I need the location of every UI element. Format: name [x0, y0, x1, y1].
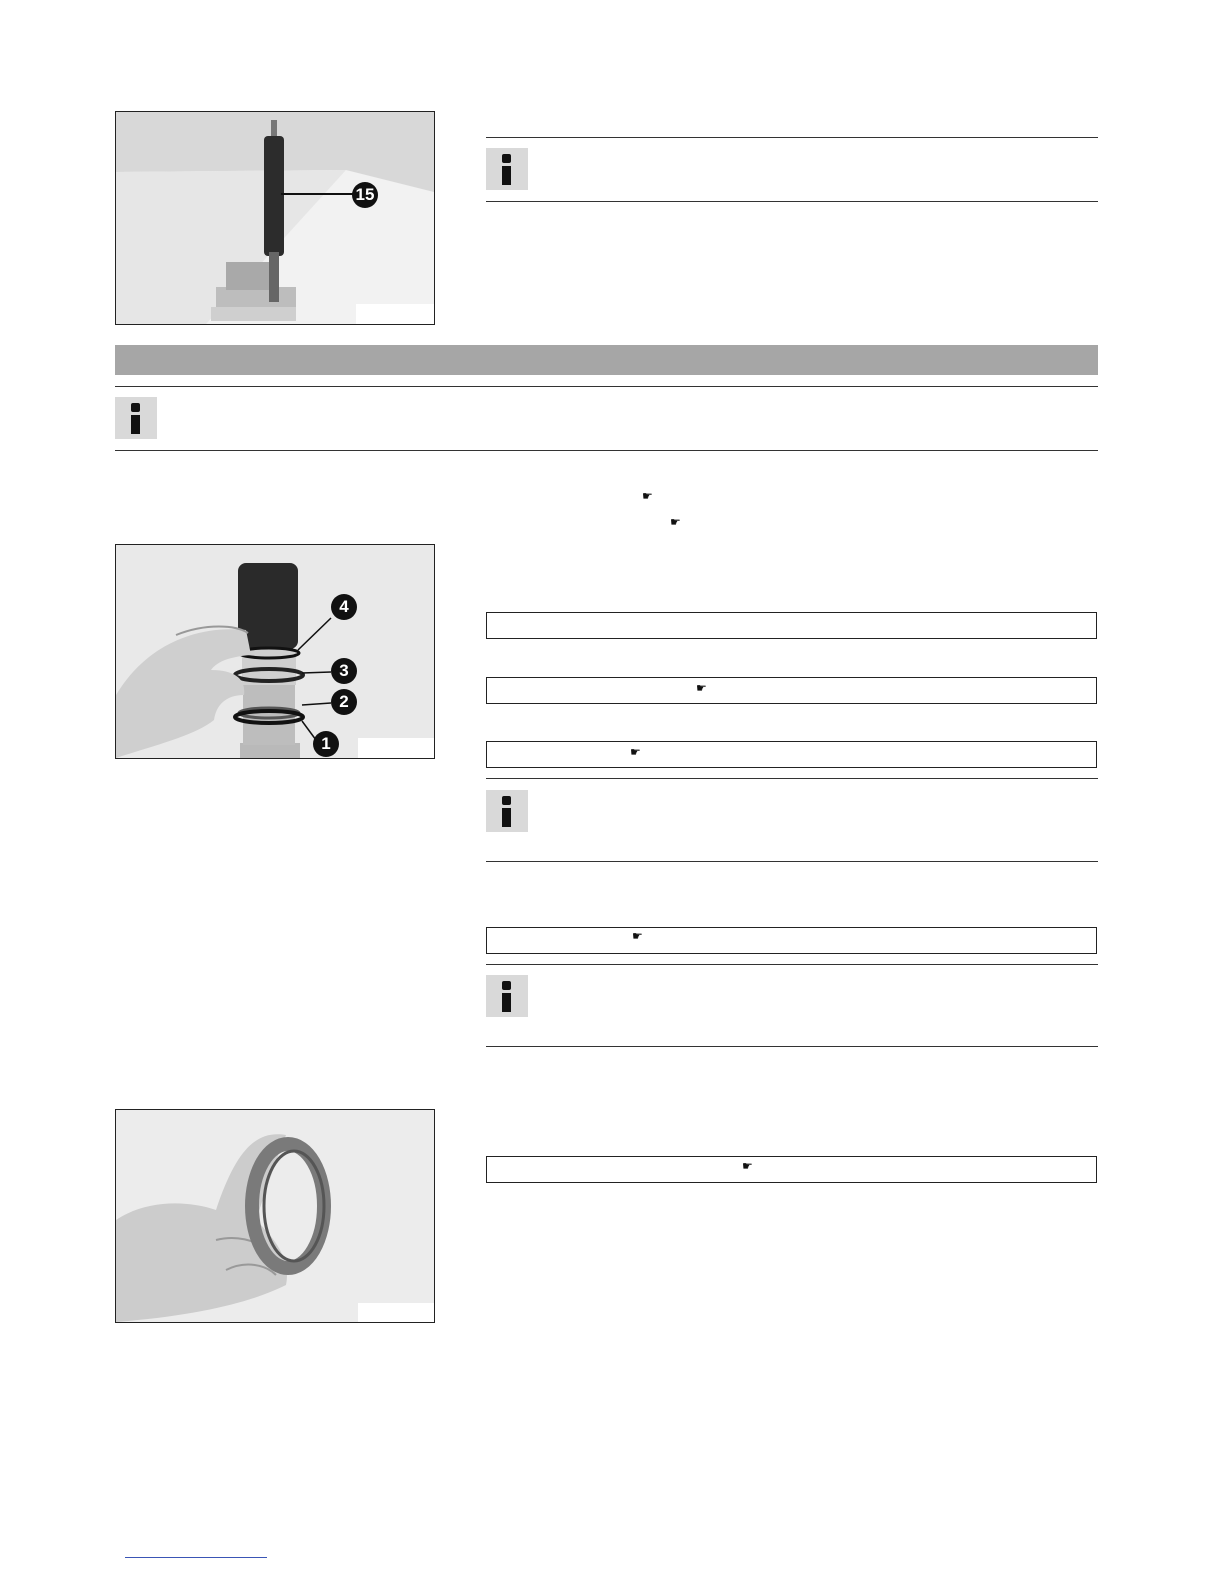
note-rule-top — [486, 964, 1098, 965]
section-note-rule-top — [115, 386, 1098, 387]
photo-bushing-ring — [115, 1109, 435, 1323]
spec-box-3 — [486, 741, 1097, 768]
spec-box-4 — [486, 927, 1097, 954]
callout-1: 1 — [313, 731, 339, 757]
pointing-hand-icon: ☛ — [696, 681, 707, 695]
pointing-hand-icon: ☛ — [670, 515, 681, 529]
photo-fork-bushings-image — [116, 545, 434, 758]
note-rule-top — [486, 137, 1098, 138]
callout-2: 2 — [331, 689, 357, 715]
photo-fork-tool — [115, 111, 435, 325]
info-icon — [486, 148, 528, 190]
spec-box-5 — [486, 1156, 1097, 1183]
section-heading-bar — [115, 345, 1098, 375]
note-rule-bottom — [486, 861, 1098, 862]
pointing-hand-icon: ☛ — [630, 745, 641, 759]
section-note-rule-bottom — [115, 450, 1098, 451]
spec-box-1 — [486, 612, 1097, 639]
callout-4: 4 — [331, 594, 357, 620]
spec-box-2 — [486, 677, 1097, 704]
note-rule-top — [486, 778, 1098, 779]
pointing-hand-icon: ☛ — [642, 489, 653, 503]
pointing-hand-icon: ☛ — [632, 929, 643, 943]
photo-fork-tool-image — [116, 112, 434, 324]
callout-15: 15 — [352, 182, 378, 208]
info-icon — [486, 975, 528, 1017]
info-icon — [115, 397, 157, 439]
footer-link[interactable] — [125, 1557, 267, 1558]
pointing-hand-icon: ☛ — [742, 1159, 753, 1173]
note-rule-bottom — [486, 201, 1098, 202]
callout-3: 3 — [331, 658, 357, 684]
note-rule-bottom — [486, 1046, 1098, 1047]
info-icon — [486, 790, 528, 832]
photo-bushing-ring-image — [116, 1110, 434, 1322]
photo-fork-bushings — [115, 544, 435, 759]
